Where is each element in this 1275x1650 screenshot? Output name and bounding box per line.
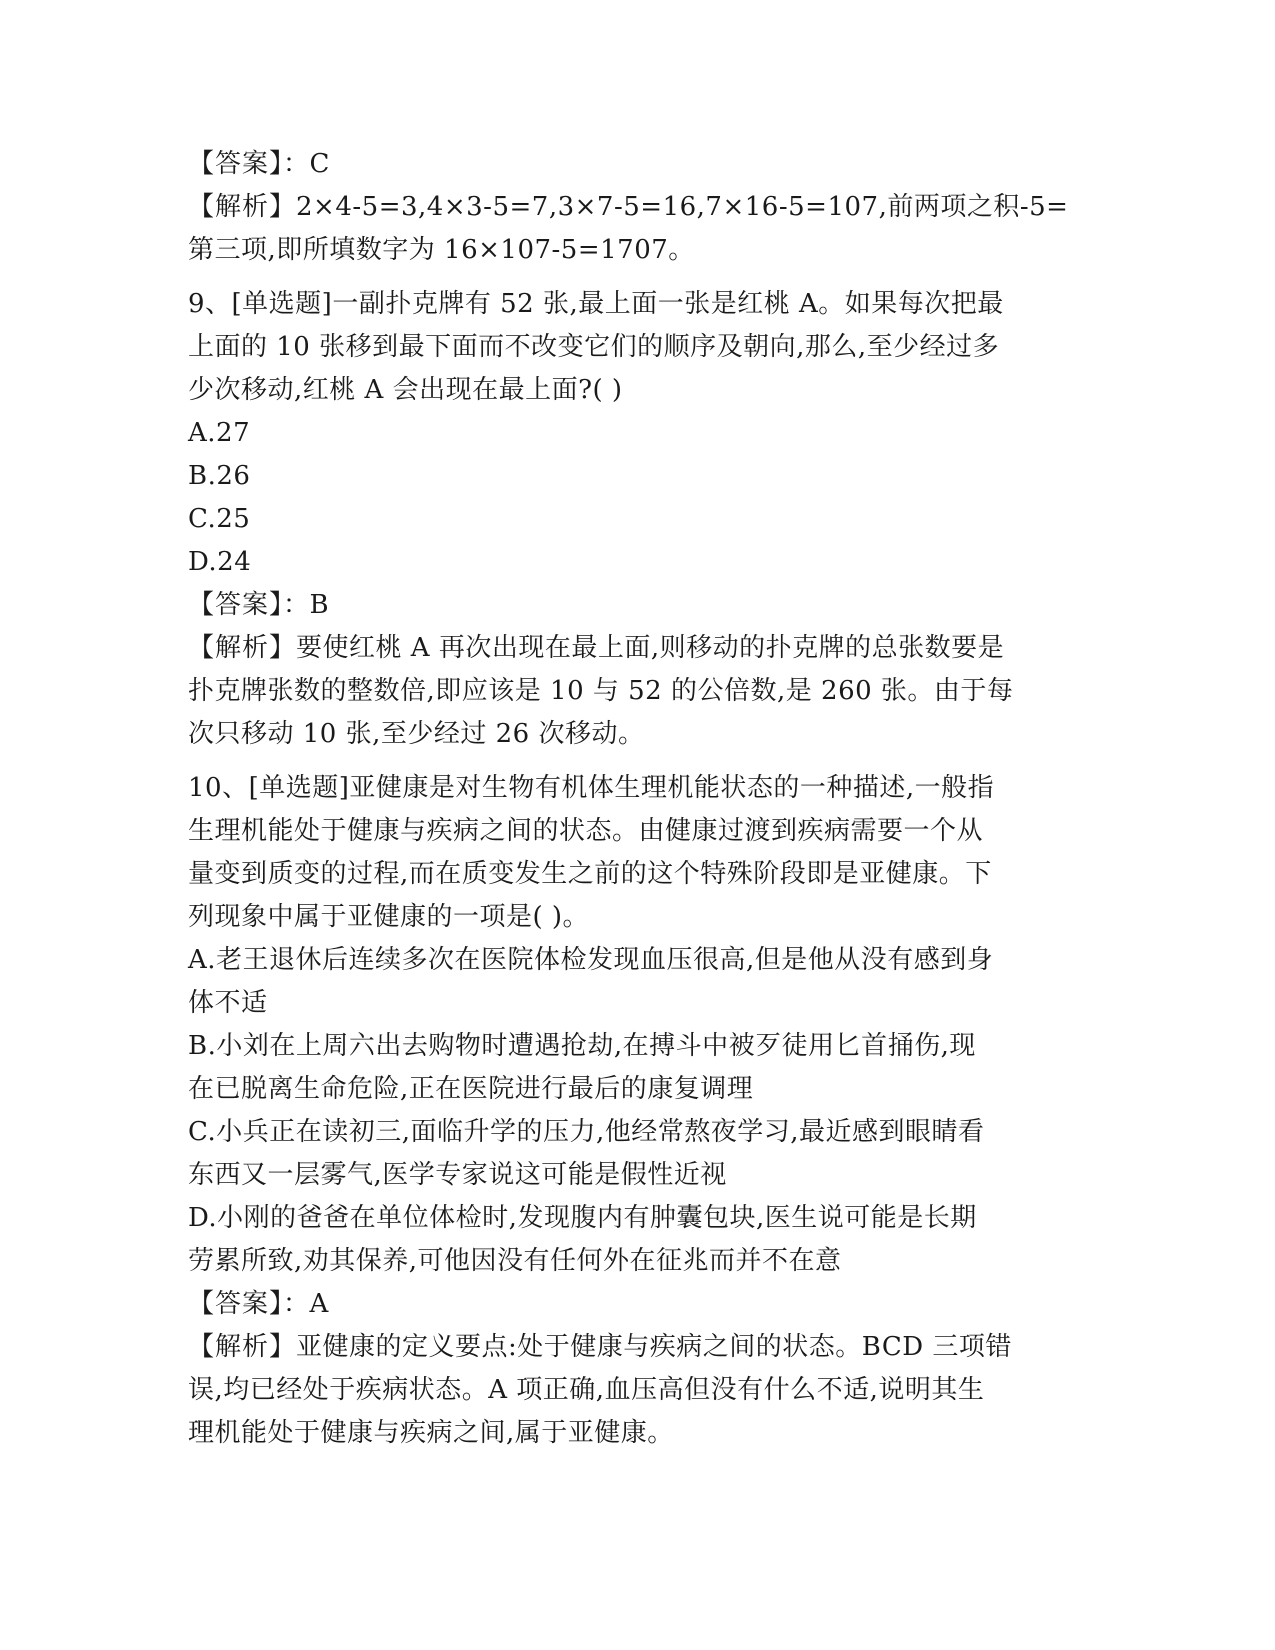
q8-answer — [188, 143, 1068, 186]
q10-option-a: A.老王退休后连续多次在医院体检发现血压很高,但是他从没有感到身 — [188, 945, 994, 975]
answer-value: B — [309, 590, 330, 620]
q9-stem-line: 少次移动,红桃 A 会出现在最上面?( ) — [188, 375, 623, 405]
q10-analysis-line: 理机能处于健康与疾病之间,属于亚健康。 — [188, 1418, 674, 1448]
q10-option-b: B.小刘在上周六出去购物时遭遇抢劫,在搏斗中被歹徒用匕首捅伤,现 — [188, 1031, 976, 1061]
answer-value: C — [309, 149, 330, 179]
q9-stem-line: 上面的 10 张移到最下面而不改变它们的顺序及朝向,那么,至少经过多 — [188, 332, 1000, 362]
q10-option-d-cont: 劳累所致,劝其保养,可他因没有任何外在征兆而并不在意 — [188, 1246, 842, 1276]
answer-label: 【答案】 — [188, 1289, 284, 1319]
q10-option-c-cont: 东西又一层雾气,医学专家说这可能是假性近视 — [188, 1160, 727, 1190]
q10-stem-line: 量变到质变的过程,而在质变发生之前的这个特殊阶段即是亚健康。下 — [188, 859, 992, 889]
q10-option-d: D.小刚的爸爸在单位体检时,发现腹内有肿囊包块,医生说可能是长期 — [188, 1203, 977, 1233]
document-content — [188, 143, 1068, 1455]
q8-analysis-line — [188, 186, 1068, 229]
analysis-label: 【解析】 — [188, 192, 297, 222]
answer-separator: ： — [283, 590, 310, 620]
q9-option-d: D.24 — [188, 547, 252, 577]
answer-value: A — [309, 1289, 329, 1319]
q9-option-c: C.25 — [188, 504, 251, 534]
q10-option-c: C.小兵正在读初三,面临升学的压力,他经常熬夜学习,最近感到眼睛看 — [188, 1117, 985, 1147]
q9-option-b: B.26 — [188, 461, 251, 491]
answer-label: 【答案】 — [188, 149, 284, 179]
q10-option-b-cont: 在已脱离生命危险,正在医院进行最后的康复调理 — [188, 1074, 754, 1104]
answer-separator: ： — [283, 1289, 310, 1319]
q9-analysis-line: 次只移动 10 张,至少经过 26 次移动。 — [188, 719, 645, 749]
answer-separator: ： — [283, 149, 310, 179]
answer-label: 【答案】 — [188, 590, 284, 620]
q9-analysis-line: 扑克牌张数的整数倍,即应该是 10 与 52 的公倍数,是 260 张。由于每 — [188, 676, 1014, 706]
q10-stem-line: 生理机能处于健康与疾病之间的状态。由健康过渡到疾病需要一个从 — [188, 816, 984, 846]
q10-answer — [188, 1283, 1068, 1326]
analysis-text: 2×4-5=3,4×3-5=7,3×7-5=16,7×16-5=107,前两项之积-5= — [296, 192, 1069, 222]
q10-analysis-line: 误,均已经处于疾病状态。A 项正确,血压高但没有什么不适,说明其生 — [188, 1375, 985, 1405]
analysis-text: 要使红桃 A 再次出现在最上面,则移动的扑克牌的总张数要是 — [296, 633, 1005, 663]
analysis-label: 【解析】 — [188, 1332, 297, 1362]
analysis-label: 【解析】 — [188, 633, 297, 663]
q10-analysis-line — [188, 1326, 1068, 1369]
spacer — [188, 756, 1068, 767]
q9-option-a: A.27 — [188, 418, 251, 448]
q10-stem-line: 10、[单选题]亚健康是对生物有机体生理机能状态的一种描述,一般指 — [188, 773, 995, 803]
analysis-text: 亚健康的定义要点:处于健康与疾病之间的状态。BCD 三项错 — [296, 1332, 1012, 1362]
q10-stem-line: 列现象中属于亚健康的一项是( )。 — [188, 902, 590, 932]
q10-option-a-cont: 体不适 — [188, 988, 268, 1018]
q9-analysis-line — [188, 627, 1068, 670]
q9-stem-line: 9、[单选题]一副扑克牌有 52 张,最上面一张是红桃 A。如果每次把最 — [188, 289, 1004, 319]
spacer — [188, 272, 1068, 283]
q9-answer — [188, 584, 1068, 627]
q8-analysis-line: 第三项,即所填数字为 16×107-5=1707。 — [188, 235, 695, 265]
